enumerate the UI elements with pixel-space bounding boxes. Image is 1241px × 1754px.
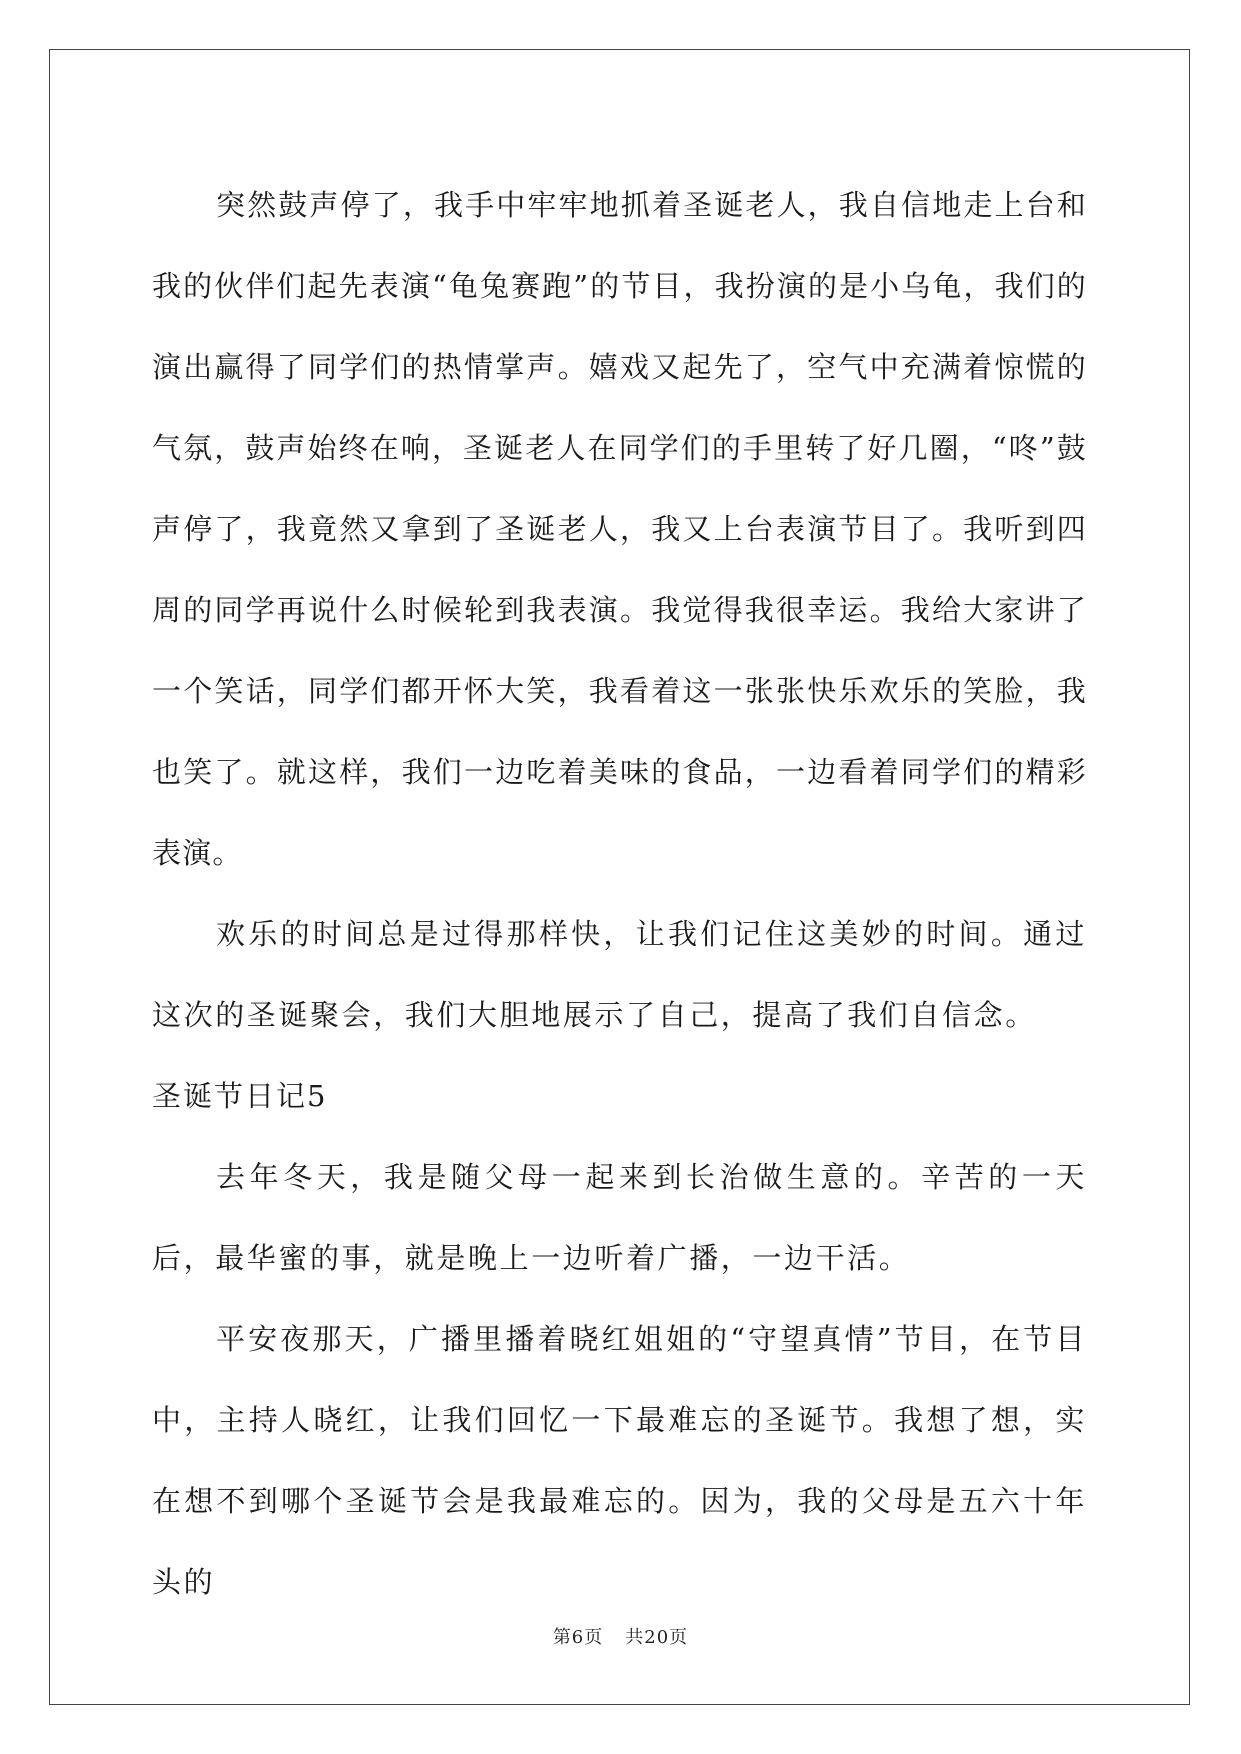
paragraph-2: 欢乐的时间总是过得那样快，让我们记住这美妙的时间。通过这次的圣诞聚会，我们大胆地展示了自己，提高了我们自信念。 [152,917,1087,1032]
document-body [152,165,1087,1623]
page-number: 第6页 [552,1627,604,1648]
page-footer [0,1623,1241,1649]
paragraph-1: 突然鼓声停了，我手中牢牢地抓着圣诞老人，我自信地走上台和我的伙伴们起先表演“龟兔赛跑”的节目，我扮演的是小乌龟，我们的演出赢得了同学们的热情掌声。嬉戏又起先了，空气中充满着惊慌的气氛，鼓声始终在响，圣诞老人在同学们的手里转了好几圈，“咚”鼓声停了，我竟然又拿到了圣诞老人，我又上台表演节目了。我听到四周的同学再说什么时候轮到我表演。我觉得我很幸运。我给大家讲了一个笑话，同学们都开怀大笑，我看着这一张张快乐欢乐的笑脸，我也笑了。就这样，我们一边吃着美味的食品，一边看着同学们的精彩表演。 [152,188,1087,870]
section-heading: 圣诞节日记5 [152,1079,328,1113]
page-total: 共20页 [625,1627,689,1648]
paragraph-3: 去年冬天，我是随父母一起来到长治做生意的。辛苦的一天后，最华蜜的事，就是晚上一边听着广播，一边干活。 [152,1160,1087,1275]
paragraph-4: 平安夜那天，广播里播着晓红姐姐的“守望真情”节目，在节目中，主持人晓红，让我们回忆一下最难忘的圣诞节。我想了想，实在想不到哪个圣诞节会是我最难忘的。因为，我的父母是五六十年头的 [152,1322,1087,1599]
